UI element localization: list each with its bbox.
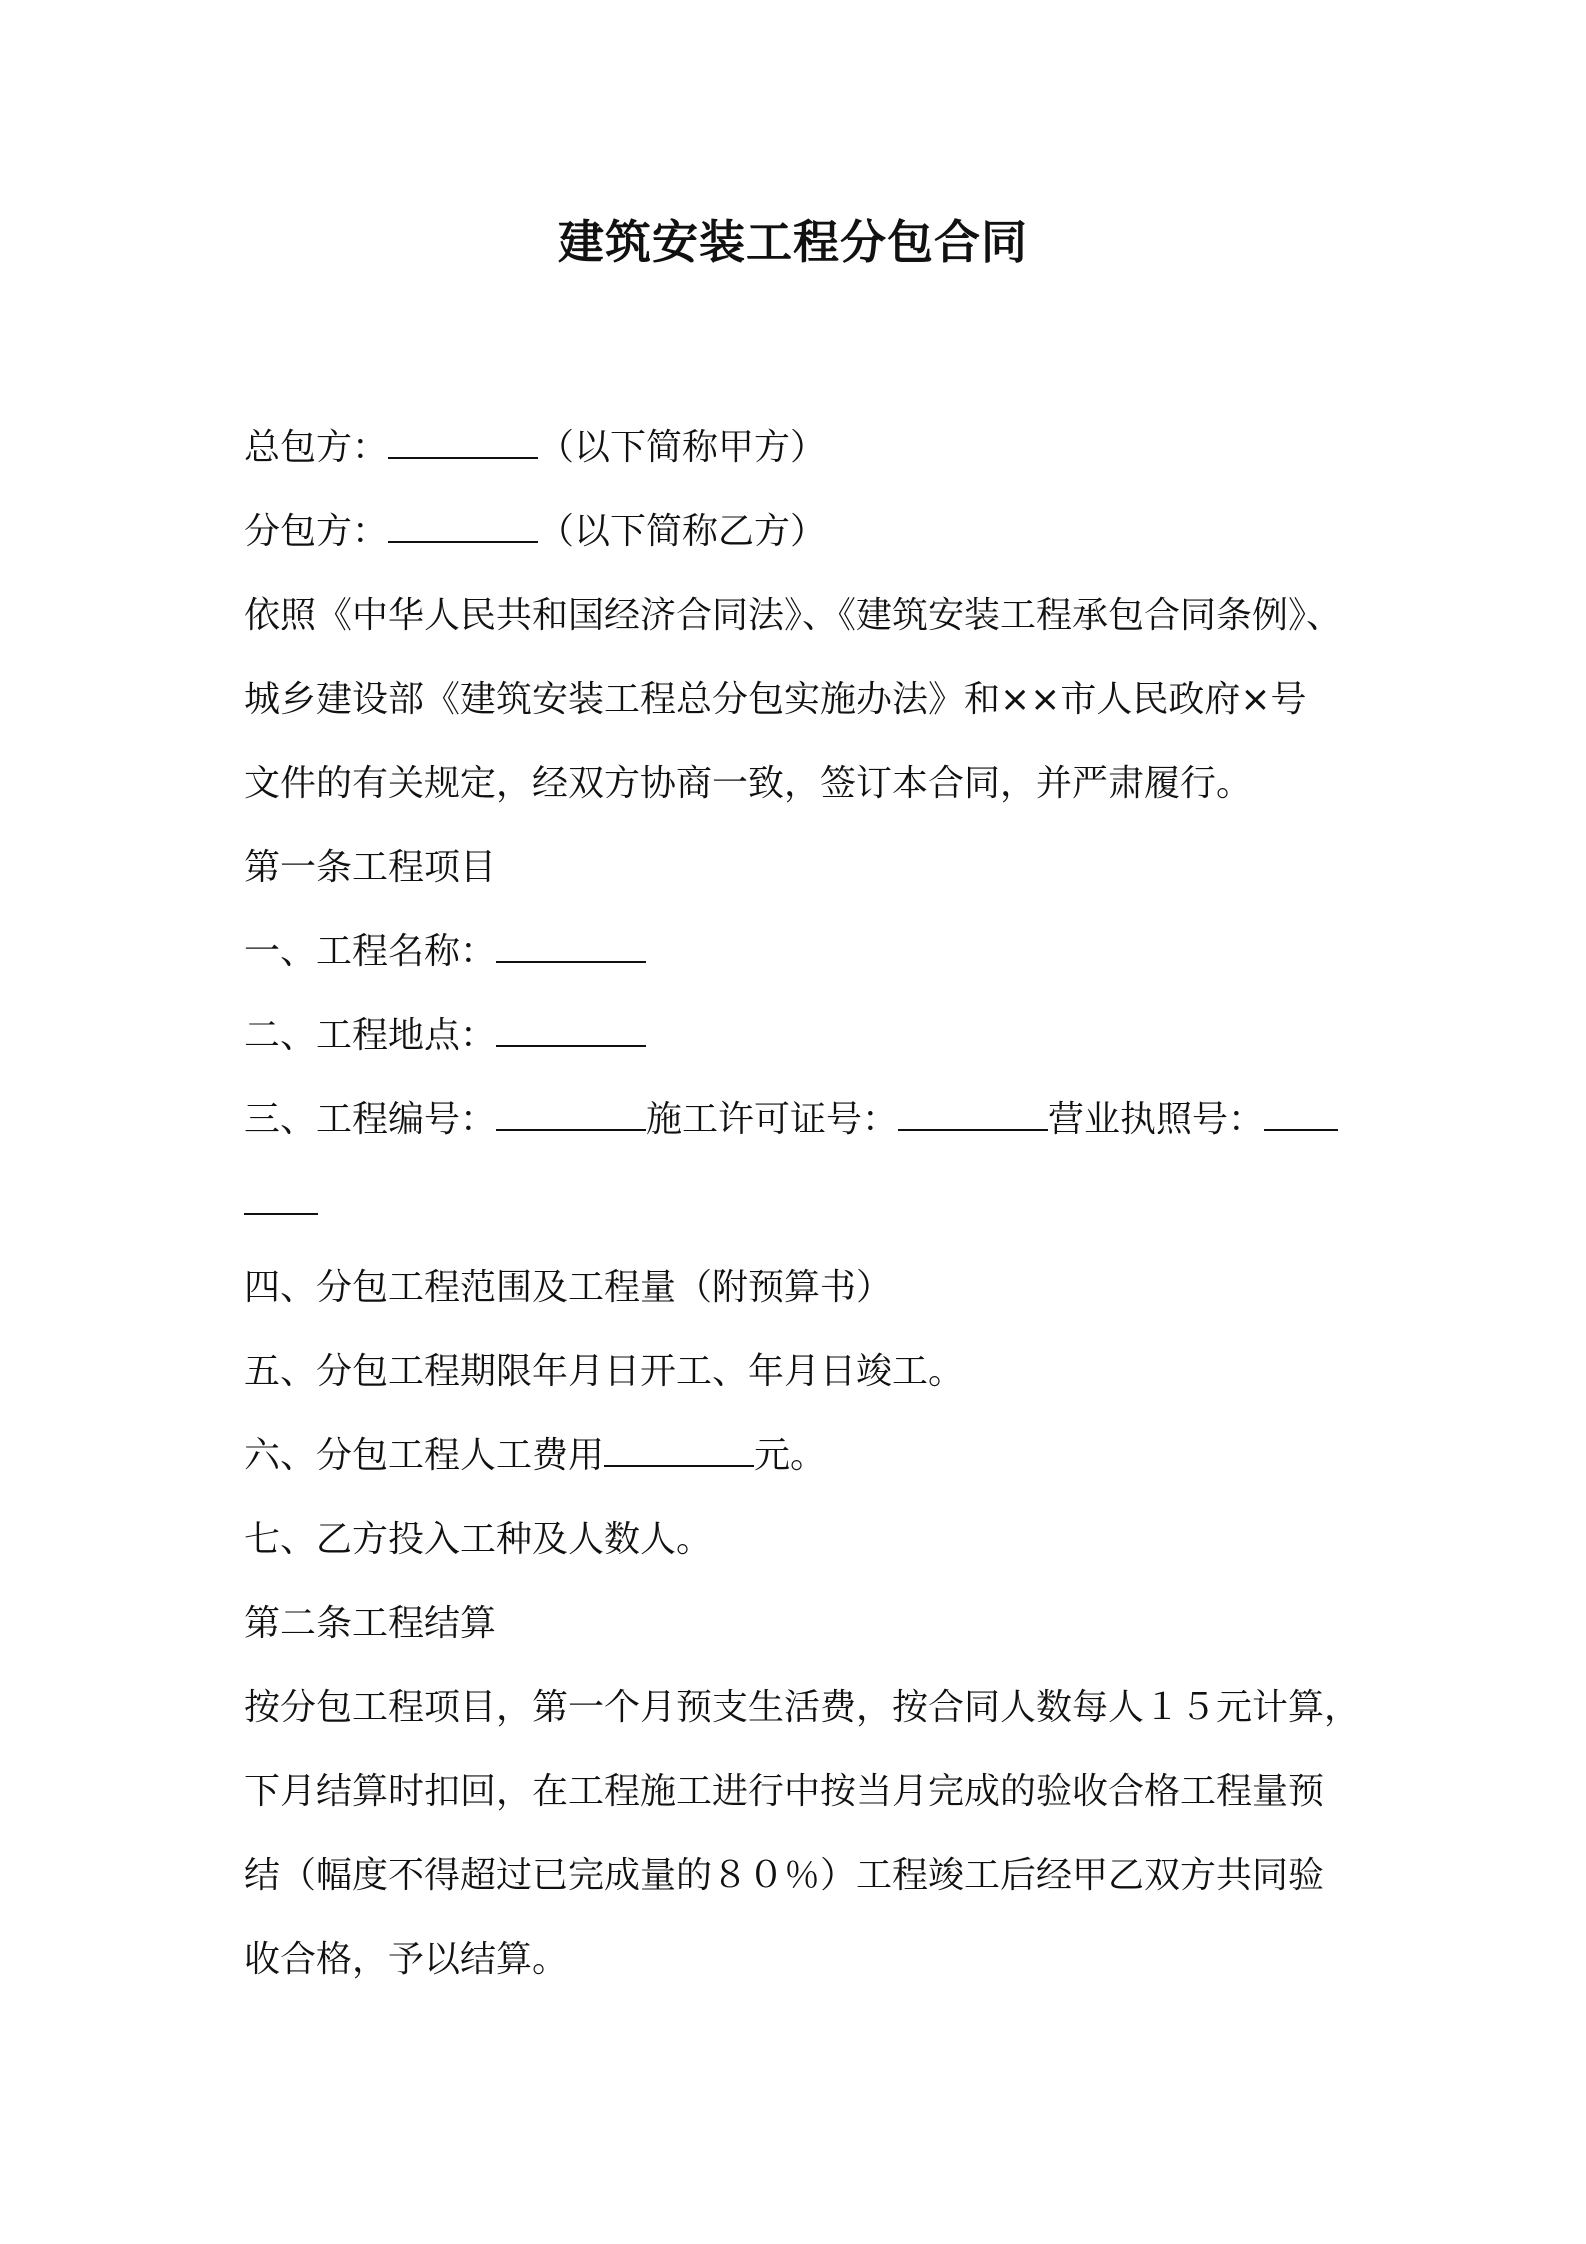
- document-title: 建筑安装工程分包合同: [558, 215, 1028, 269]
- project-name-label: 一、工程名称：: [244, 931, 497, 972]
- preamble-line-2: 城乡建设部《建筑安装工程总分包实施办法》和××市人民政府×号: [244, 679, 1307, 720]
- project-number-blank: [496, 1103, 646, 1131]
- article1-item2: [244, 994, 1364, 1078]
- article1-item3: [244, 1078, 1364, 1162]
- permit-number-label: 施工许可证号：: [646, 1099, 899, 1140]
- business-license-blank: [1264, 1103, 1338, 1131]
- party-b-label: 分包方：: [244, 511, 389, 552]
- article2-line-2: 下月结算时扣回，在工程施工进行中按当月完成的验收合格工程量预: [244, 1771, 1325, 1812]
- preamble-line-3: 文件的有关规定，经双方协商一致，签订本合同，并严肃履行。: [244, 763, 1253, 804]
- article1-item1: [244, 910, 1364, 994]
- article1-item7: 七、乙方投入工种及人数人。: [244, 1519, 713, 1560]
- party-b-line: [244, 490, 1364, 574]
- labor-cost-unit: 元。: [754, 1435, 827, 1476]
- article1-item6: [244, 1414, 1364, 1498]
- party-a-note: （以下简称甲方）: [538, 427, 827, 468]
- document-body: [244, 406, 1364, 2002]
- article1-heading: 第一条工程项目: [244, 847, 497, 888]
- preamble-line-1: 依照《中华人民共和国经济合同法》、《建筑安装工程承包合同条例》、: [244, 595, 1343, 636]
- project-location-label: 二、工程地点：: [244, 1015, 497, 1056]
- project-location-blank: [496, 1019, 646, 1047]
- business-license-label: 营业执照号：: [1048, 1099, 1265, 1140]
- project-name-blank: [496, 935, 646, 963]
- article2-line-4: 收合格，予以结算。: [244, 1939, 569, 1980]
- article1-item3-continued: [244, 1162, 1364, 1246]
- party-b-note: （以下简称乙方）: [538, 511, 827, 552]
- party-a-label: 总包方：: [244, 427, 389, 468]
- business-license-blank-continued: [244, 1187, 318, 1215]
- article2-heading: 第二条工程结算: [244, 1603, 497, 1644]
- article2-line-3: 结（幅度不得超过已完成量的８０％）工程竣工后经甲乙双方共同验: [244, 1855, 1325, 1896]
- labor-cost-label: 六、分包工程人工费用: [244, 1435, 605, 1476]
- party-b-blank: [388, 515, 538, 543]
- party-a-line: [244, 406, 1364, 490]
- project-number-label: 三、工程编号：: [244, 1099, 497, 1140]
- article1-item4: 四、分包工程范围及工程量（附预算书）: [244, 1267, 893, 1308]
- permit-number-blank: [898, 1103, 1048, 1131]
- article1-item5: 五、分包工程期限年月日开工、年月日竣工。: [244, 1351, 965, 1392]
- article2-line-1: 按分包工程项目，第一个月预支生活费，按合同人数每人１５元计算，: [244, 1687, 1361, 1728]
- labor-cost-blank: [604, 1439, 754, 1467]
- party-a-blank: [388, 431, 538, 459]
